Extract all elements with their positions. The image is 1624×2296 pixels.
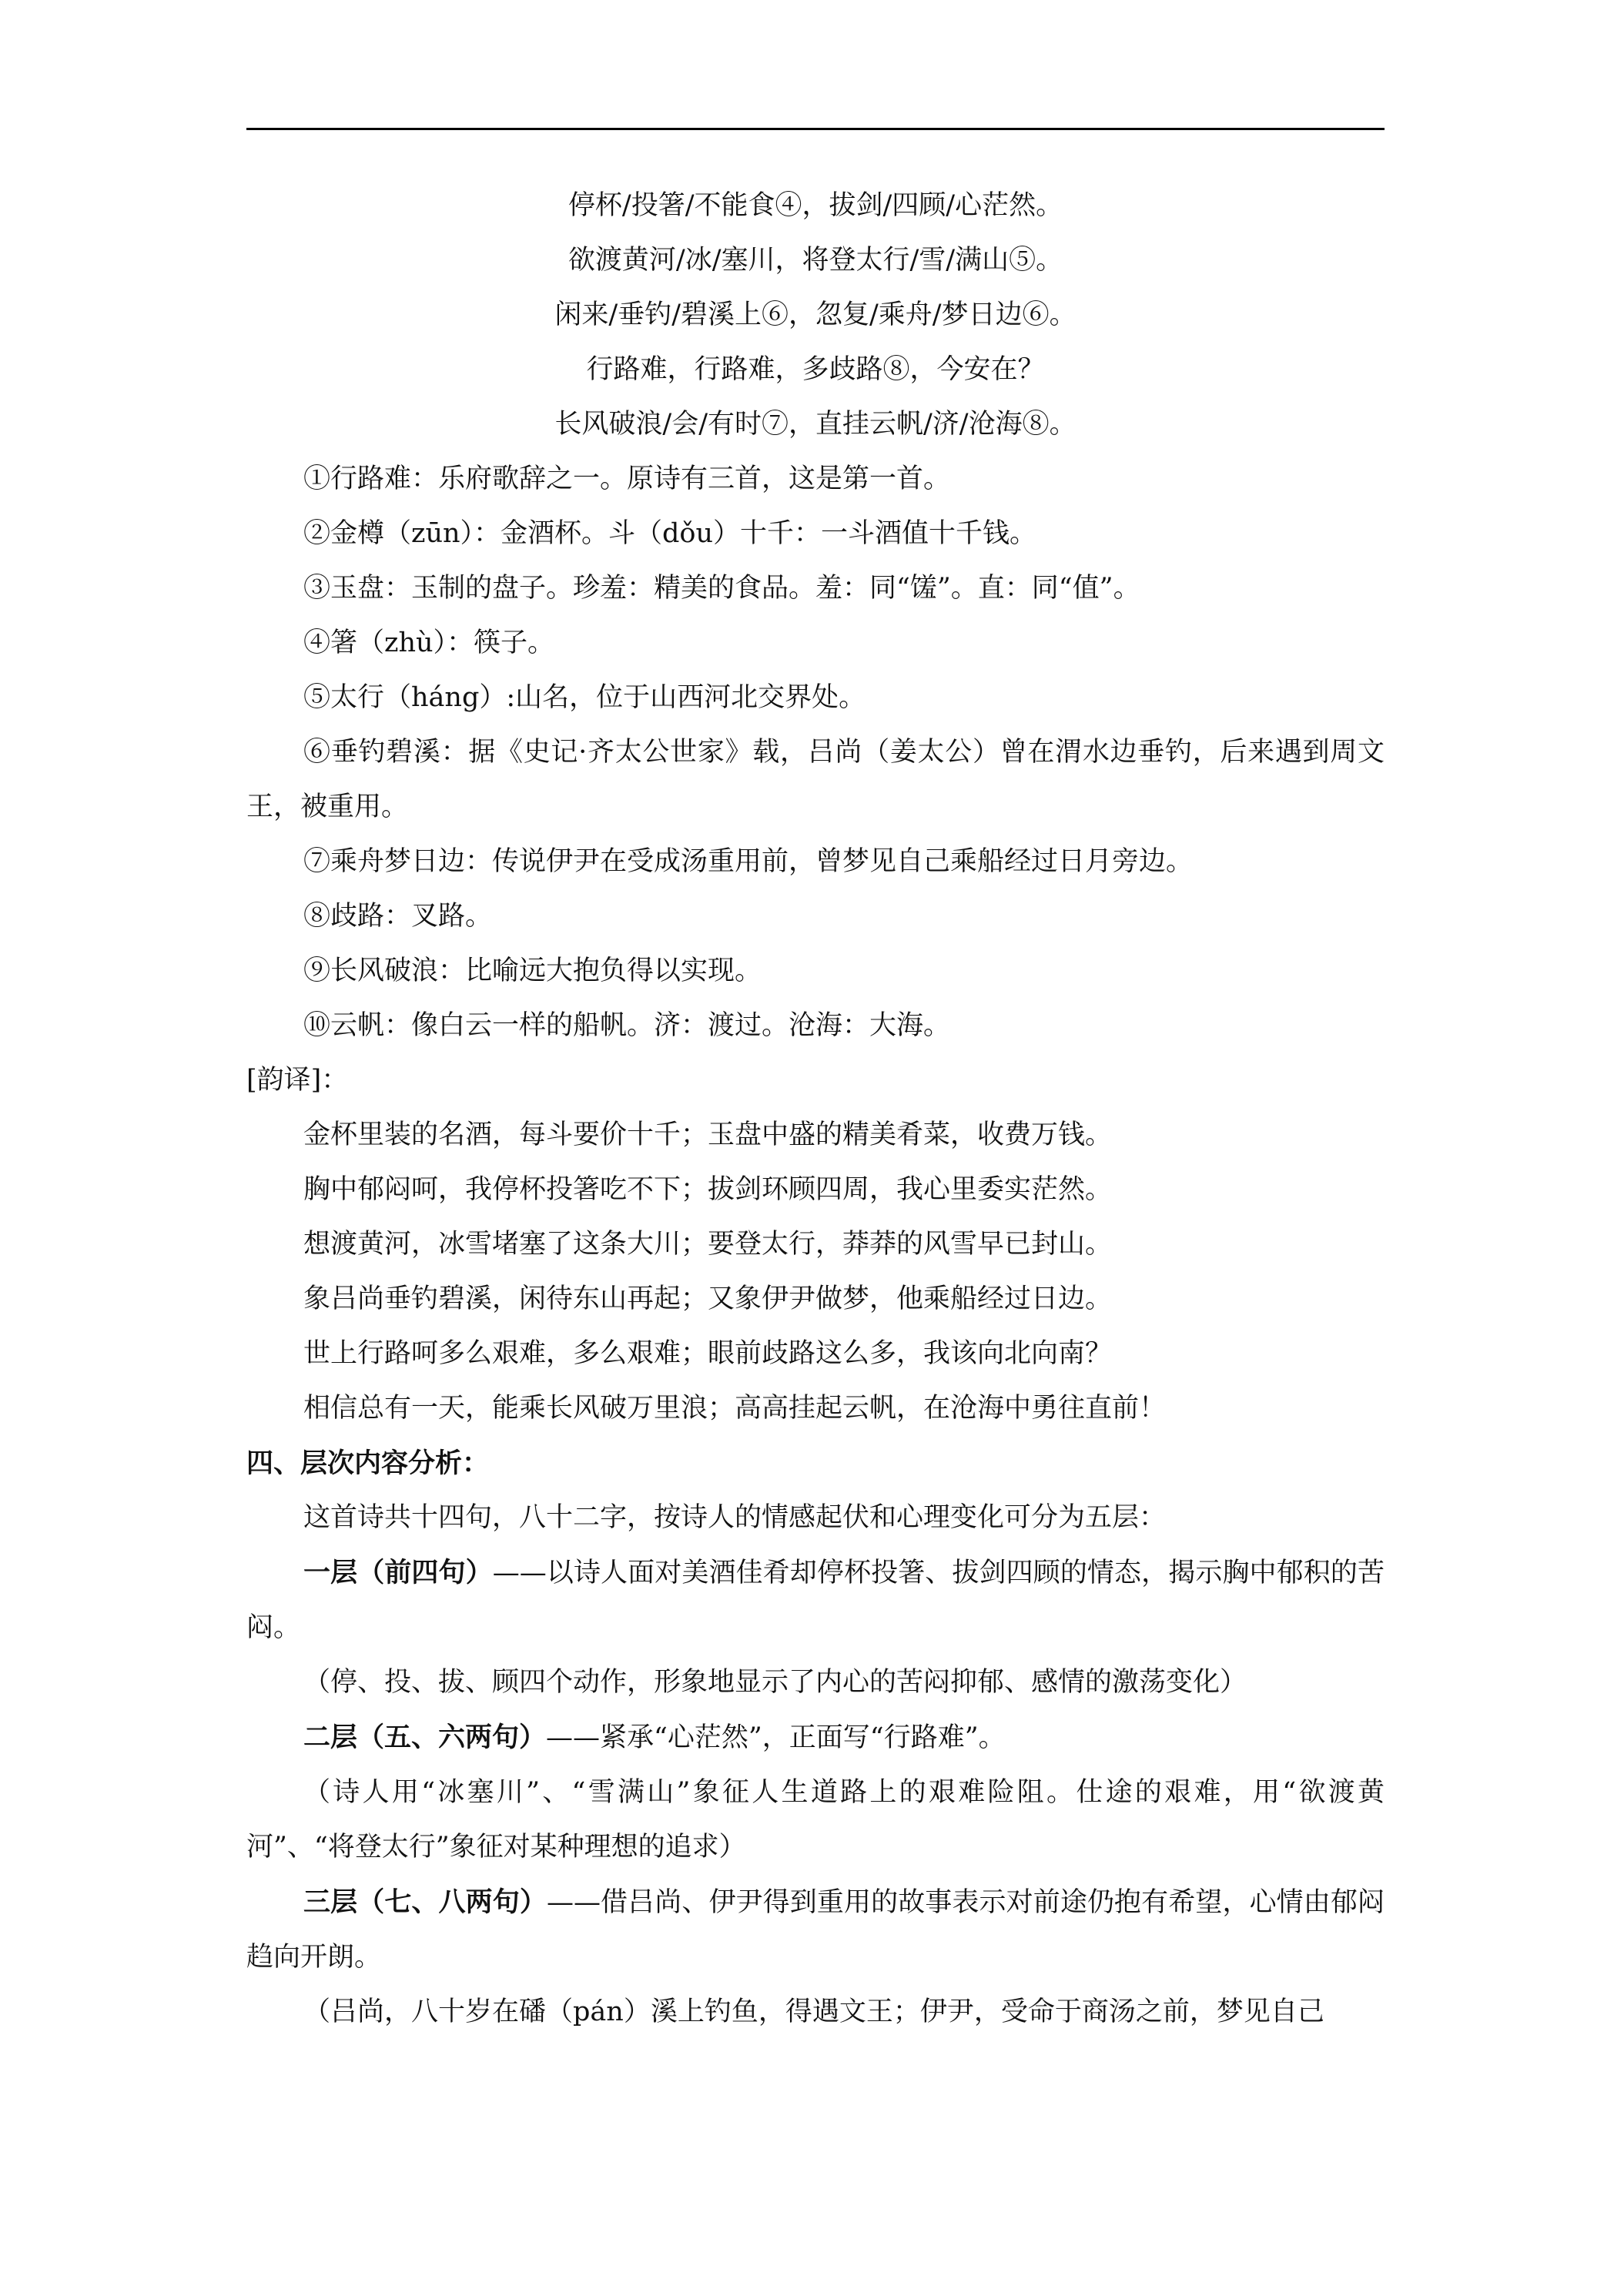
layer-note: （吕尚，八十岁在磻（pán）溪上钓鱼，得遇文王；伊尹，受命于商汤之前，梦见自己: [303, 1996, 1324, 2027]
poem-line: 闲来/垂钓/碧溪上⑥，忽复/乘舟/梦日边⑥。: [554, 300, 1077, 330]
layer-paragraph: [246, 1875, 1385, 1985]
translation-label: [韵译]：: [246, 1065, 349, 1096]
annotation-list: [246, 452, 1385, 1053]
annotation-item: ⑤太行（háng）:山名，位于山西河北交界处。: [303, 682, 866, 713]
translation-line: 金杯里装的名酒，每斗要价十千；玉盘中盛的精美肴菜，收费万钱。: [303, 1120, 1113, 1150]
annotation-item: ④箸（zhù）：筷子。: [303, 628, 555, 658]
layer-note: （停、投、拔、顾四个动作，形象地显示了内心的苦闷抑郁、感情的激荡变化）: [303, 1667, 1247, 1698]
translation-line: 世上行路呵多么艰难，多么艰难；眼前歧路这么多，我该向北向南？: [303, 1338, 1113, 1369]
analysis-intro: 这首诗共十四句，八十二字，按诗人的情感起伏和心理变化可分为五层：: [303, 1502, 1167, 1533]
annotation-item: ⑩云帆：像白云一样的船帆。济：渡过。沧海：大海。: [303, 1010, 951, 1041]
annotation-item: ⑥垂钓碧溪：据《史记·齐太公世家》载，吕尚（姜太公）曾在渭水边垂钓，后来遇到周文王，被重用。: [246, 737, 1385, 822]
layer-text: ——紧承“心茫然”，正面写“行路难”。: [546, 1722, 1006, 1753]
layer-text: ——以诗人面对美酒佳肴却停杯投箸、拔剑四顾的情态，揭示胸中郁积的苦闷。: [246, 1558, 1385, 1643]
annotation-item: ③玉盘：玉制的盘子。珍羞：精美的食品。羞：同“馐”。直：同“值”。: [303, 573, 1140, 604]
section-heading: 四、层次内容分析：: [246, 1448, 490, 1479]
layer-paragraph: [246, 1710, 1385, 1766]
header-rule: [246, 128, 1385, 130]
layer-label: 二层（五、六两句）: [303, 1722, 547, 1753]
layer-note: （诗人用“冰塞川”、“雪满山”象征人生道路上的艰难险阻。仕途的艰难，用“欲渡黄河”、“将登太行”象征对某种理想的追求）: [246, 1777, 1385, 1863]
annotation-item: ⑦乘舟梦日边：传说伊尹在受成汤重用前，曾梦见自己乘船经过日月旁边。: [303, 846, 1194, 877]
annotation-item: ①行路难：乐府歌辞之一。原诗有三首，这是第一首。: [303, 464, 951, 494]
layer-text: ——借吕尚、伊尹得到重用的故事表示对前途仍抱有希望，心情由郁闷趋向开朗。: [246, 1887, 1385, 1973]
translation-block: [246, 1108, 1385, 1436]
layer-paragraph: [246, 1545, 1385, 1655]
layer-label: 一层（前四句）: [303, 1557, 493, 1588]
annotation-item: ②金樽（zūn）：金酒杯。斗（dǒu）十千：一斗酒值十千钱。: [303, 518, 1037, 549]
poem-line: 行路难，行路难，多歧路⑧，今安在？: [586, 354, 1045, 385]
translation-line: 象吕尚垂钓碧溪，闲待东山再起；又象伊尹做梦，他乘船经过日边。: [303, 1284, 1113, 1314]
poem-line: 停杯/投箸/不能食④，拔剑/四顾/心茫然。: [568, 190, 1063, 221]
document-body: [246, 179, 1385, 2040]
poem-line: 欲渡黄河/冰/塞川，将登太行/雪/满山⑤。: [568, 245, 1063, 276]
translation-line: 相信总有一天，能乘长风破万里浪；高高挂起云帆，在沧海中勇往直前！: [303, 1393, 1167, 1424]
layer-label: 三层（七、八两句）: [303, 1886, 547, 1918]
translation-line: 胸中郁闷呵，我停杯投箸吃不下；拔剑环顾四周，我心里委实茫然。: [303, 1174, 1113, 1205]
analysis-block: [246, 1491, 1385, 2040]
annotation-item: ⑧歧路：叉路。: [303, 901, 493, 932]
translation-line: 想渡黄河，冰雪堵塞了这条大川；要登太行，莽莽的风雪早已封山。: [303, 1229, 1113, 1260]
poem-line: 长风破浪/会/有时⑦，直挂云帆/济/沧海⑧。: [554, 409, 1077, 440]
annotation-item: ⑨长风破浪：比喻远大抱负得以实现。: [303, 956, 762, 986]
poem-block: [246, 179, 1385, 452]
